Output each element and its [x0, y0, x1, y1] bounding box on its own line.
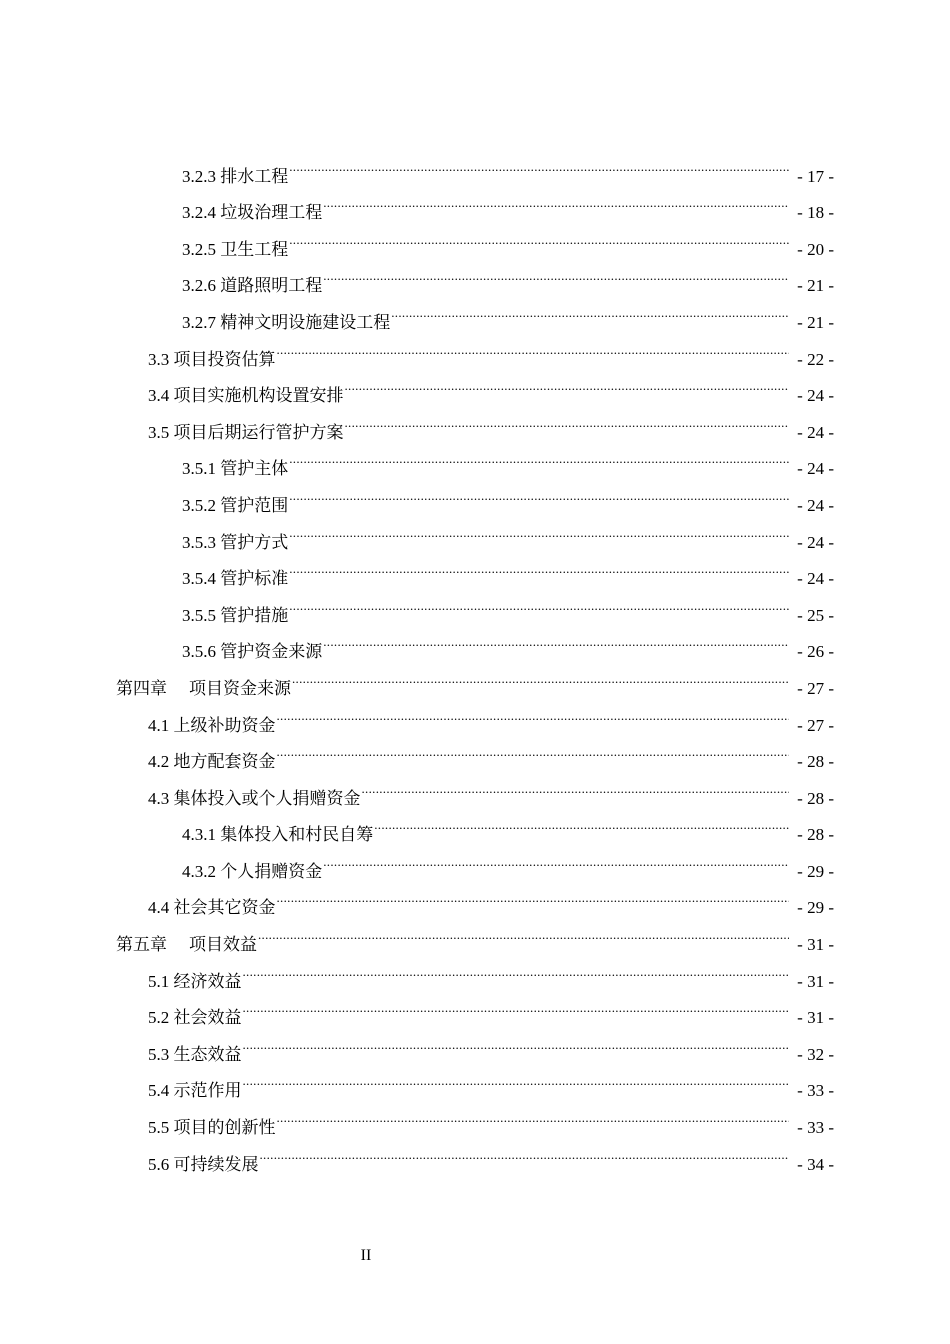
toc-entry[interactable]	[0, 987, 950, 1028]
toc-chapter-title: 项目资金来源	[189, 678, 291, 698]
toc-entry-page: - 27 -	[797, 715, 834, 735]
toc-entry-page: - 18 -	[797, 203, 834, 223]
toc-entry[interactable]	[0, 621, 950, 662]
toc-entry-page: - 24 -	[797, 532, 834, 552]
toc-dot-leader	[289, 218, 789, 255]
toc-entry-label: 3.5.6 管护资金来源	[182, 642, 323, 662]
toc-entry[interactable]	[0, 182, 950, 223]
toc-dot-leader	[289, 438, 789, 475]
toc-dot-leader	[374, 804, 789, 841]
toc-entry-label: 3.5.3 管护方式	[182, 532, 289, 552]
toc-dot-leader	[277, 877, 790, 914]
toc-entry[interactable]	[0, 291, 950, 332]
toc-entry-page: - 24 -	[797, 569, 834, 589]
toc-entry[interactable]	[0, 365, 950, 406]
toc-entry[interactable]	[0, 950, 950, 991]
toc-entry[interactable]	[0, 584, 950, 625]
toc-entry[interactable]	[0, 145, 950, 186]
page-number: II	[360, 1247, 372, 1264]
toc-entry-page: - 21 -	[797, 312, 834, 332]
toc-entry-page: - 34 -	[797, 1154, 834, 1174]
toc-dot-leader	[277, 328, 790, 365]
toc-entry-page: - 22 -	[797, 349, 834, 369]
toc-entry-label: 5.5 项目的创新性	[148, 1118, 276, 1138]
toc-entry-label: 5.3 生态效益	[148, 1044, 242, 1064]
toc-dot-leader	[292, 657, 789, 694]
toc-dot-leader	[243, 950, 790, 987]
toc-dot-leader	[289, 511, 789, 548]
toc-entry-page: - 25 -	[797, 605, 834, 625]
toc-entry-label: 3.5.2 管护范围	[182, 495, 289, 515]
toc-dot-leader	[243, 987, 790, 1024]
toc-entry-page: - 29 -	[797, 861, 834, 881]
table-of-contents	[0, 145, 950, 1174]
toc-entry-page: - 32 -	[797, 1044, 834, 1064]
toc-entry[interactable]	[0, 474, 950, 515]
toc-dot-leader	[391, 291, 789, 328]
toc-entry-label: 3.5.5 管护措施	[182, 605, 289, 625]
toc-entry-label: 4.1 上级补助资金	[148, 715, 276, 735]
toc-entry-label: 3.2.7 精神文明设施建设工程	[182, 312, 391, 332]
toc-entry-page: - 24 -	[797, 459, 834, 479]
toc-entry-page: - 28 -	[797, 752, 834, 772]
toc-entry[interactable]	[0, 1023, 950, 1064]
toc-entry[interactable]	[0, 804, 950, 845]
toc-entry-page: - 17 -	[797, 166, 834, 186]
toc-chapter-entry[interactable]	[0, 657, 950, 698]
toc-entry-page: - 33 -	[797, 1118, 834, 1138]
toc-entry-page: - 26 -	[797, 642, 834, 662]
toc-entry[interactable]	[0, 840, 950, 881]
toc-entry-page: - 31 -	[797, 971, 834, 991]
toc-dot-leader	[243, 1060, 790, 1097]
toc-entry-label: 3.5.4 管护标准	[182, 569, 289, 589]
toc-entry[interactable]	[0, 694, 950, 735]
toc-entry-label: 5.6 可持续发展	[148, 1154, 259, 1174]
toc-entry-page: - 20 -	[797, 239, 834, 259]
toc-entry[interactable]	[0, 438, 950, 479]
toc-entry-label: 3.2.4 垃圾治理工程	[182, 203, 323, 223]
toc-entry[interactable]	[0, 511, 950, 552]
toc-entry[interactable]	[0, 401, 950, 442]
toc-entry-page: - 24 -	[797, 386, 834, 406]
toc-dot-leader	[323, 255, 789, 292]
toc-entry-page: - 31 -	[797, 1008, 834, 1028]
toc-dot-leader	[345, 401, 790, 438]
toc-dot-leader	[323, 840, 789, 877]
toc-entry-page: - 24 -	[797, 495, 834, 515]
toc-entry-page: - 29 -	[797, 898, 834, 918]
toc-chapter-number: 第五章	[116, 935, 167, 955]
toc-dot-leader	[362, 767, 790, 804]
toc-entry[interactable]	[0, 1096, 950, 1138]
toc-entry-page: - 27 -	[797, 678, 834, 698]
toc-entry[interactable]	[0, 767, 950, 808]
toc-entry-label: 4.4 社会其它资金	[148, 898, 276, 918]
toc-dot-leader	[260, 1133, 790, 1170]
toc-dot-leader	[243, 1023, 790, 1060]
toc-entry-page: - 24 -	[797, 422, 834, 442]
toc-entry[interactable]	[0, 1133, 950, 1174]
toc-dot-leader	[277, 1096, 790, 1133]
toc-entry-page: - 28 -	[797, 788, 834, 808]
toc-entry-label: 5.4 示范作用	[148, 1081, 242, 1101]
toc-entry-label: 4.3.1 集体投入和村民自筹	[182, 825, 374, 845]
toc-entry[interactable]	[0, 328, 950, 369]
toc-dot-leader	[289, 145, 789, 182]
toc-dot-leader	[277, 731, 790, 768]
toc-entry-label: 4.3.2 个人捐赠资金	[182, 861, 323, 881]
toc-entry[interactable]	[0, 548, 950, 589]
toc-dot-leader	[258, 913, 789, 950]
toc-entry-label: 3.4 项目实施机构设置安排	[148, 386, 344, 406]
toc-entry-label: 3.5 项目后期运行管护方案	[148, 422, 344, 442]
toc-dot-leader	[289, 584, 789, 621]
toc-entry-label: 4.2 地方配套资金	[148, 752, 276, 772]
toc-chapter-number: 第四章	[116, 678, 167, 698]
toc-entry-label: 3.2.5 卫生工程	[182, 239, 289, 259]
toc-entry-label: 3.2.3 排水工程	[182, 166, 289, 186]
toc-entry[interactable]	[0, 731, 950, 772]
toc-dot-leader	[289, 474, 789, 511]
toc-entry-page: - 31 -	[797, 935, 834, 955]
toc-dot-leader	[289, 548, 789, 585]
toc-entry[interactable]	[0, 255, 950, 296]
toc-entry[interactable]	[0, 1060, 950, 1101]
toc-entry-label: 3.2.6 道路照明工程	[182, 276, 323, 296]
toc-chapter-entry[interactable]	[0, 913, 950, 955]
toc-entry[interactable]	[0, 218, 950, 259]
toc-entry-page: - 33 -	[797, 1081, 834, 1101]
toc-dot-leader	[277, 694, 790, 731]
toc-entry-label: 3.5.1 管护主体	[182, 459, 289, 479]
toc-dot-leader	[345, 365, 790, 402]
toc-dot-leader	[323, 182, 789, 219]
toc-entry-label: 3.3 项目投资估算	[148, 349, 276, 369]
toc-entry-label: 4.3 集体投入或个人捐赠资金	[148, 788, 361, 808]
toc-dot-leader	[323, 621, 789, 658]
toc-entry[interactable]	[0, 877, 950, 918]
toc-entry-page: - 21 -	[797, 276, 834, 296]
toc-chapter-title: 项目效益	[189, 935, 257, 955]
toc-entry-page: - 28 -	[797, 825, 834, 845]
toc-entry-label: 5.1 经济效益	[148, 971, 242, 991]
toc-entry-label: 5.2 社会效益	[148, 1008, 242, 1028]
